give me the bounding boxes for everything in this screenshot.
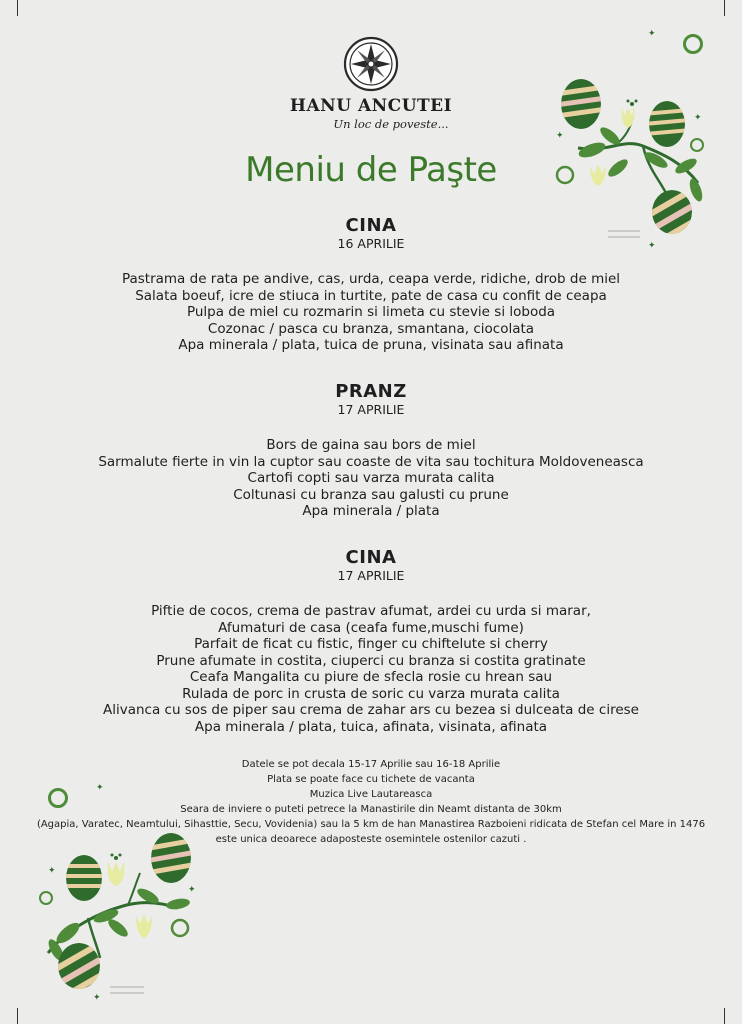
- note-line: este unica deoarece adaposteste osemintele ostenilor cazuti .: [215, 834, 527, 845]
- section-heading: CINA: [345, 547, 397, 568]
- brand-name: HANU ANCUTEI: [289, 96, 453, 116]
- svg-text:✦: ✦: [648, 241, 656, 251]
- svg-text:✦: ✦: [694, 113, 702, 123]
- svg-text:✦: ✦: [648, 29, 656, 39]
- svg-text:✦: ✦: [93, 993, 101, 1003]
- menu-item: Cozonac / pasca cu branza, smantana, ciocolata: [207, 320, 535, 337]
- easter-eggs-decoration-top-right: [548, 28, 728, 253]
- section-date: 16 APRILIE: [337, 236, 405, 251]
- svg-text:✦: ✦: [188, 885, 196, 895]
- menu-item: Sarmalute fierte in vin la cuptor sau coaste de vita sau tochitura Moldoveneasca: [98, 453, 644, 470]
- svg-text:✦: ✦: [96, 783, 104, 793]
- menu-item: Bors de gaina sau bors de miel: [266, 437, 476, 453]
- menu-item: Cartofi copti sau varza murata calita: [247, 470, 495, 486]
- menu-item: Pulpa de miel cu rozmarin si limeta cu stevie si loboda: [186, 304, 556, 320]
- menu-item: Apa minerala / plata, tuica, afinata, visinata, afinata: [194, 718, 548, 735]
- menu-item: Salata boeuf, icre de stiuca in turtite, pate de casa cu confit de ceapa: [135, 287, 607, 304]
- compass-emblem-icon: [343, 36, 399, 92]
- note-line: Muzica Live Lautareasca: [309, 789, 433, 800]
- note-line: Plata se poate face cu tichete de vacanta: [267, 774, 475, 785]
- section-heading: PRANZ: [335, 381, 407, 402]
- section-date: 17 APRILIE: [337, 568, 405, 583]
- note-line: Seara de inviere o puteti petrece la Manastirile din Neamt distanta de 30km: [180, 804, 562, 815]
- section-heading: CINA: [345, 215, 397, 236]
- menu-item: Pastrama de rata pe andive, cas, urda, ceapa verde, ridiche, drob de miel: [121, 271, 621, 287]
- crop-mark-top-right: [724, 0, 725, 16]
- section-date: 17 APRILIE: [337, 402, 405, 417]
- menu-item: Afumaturi de casa (ceafa fume,muschi fume): [218, 619, 524, 636]
- brand-tagline: Un loc de poveste...: [333, 117, 449, 131]
- menu-item: Apa minerala / plata, tuica de pruna, visinata sau afinata: [178, 337, 564, 353]
- menu-item: Apa minerala / plata: [302, 503, 440, 519]
- menu-item: Alivanca cu sos de piper sau crema de zahar ars cu bezea si dulceata de cirese: [103, 702, 639, 718]
- menu-item-list: [0, 437, 742, 520]
- menu-item: Piftie de cocos, crema de pastrav afumat, ardei cu urda si marar,: [151, 603, 591, 619]
- svg-text:✦: ✦: [48, 866, 56, 876]
- page-title: Meniu de Paşte: [245, 150, 497, 190]
- menu-item: Parfait de ficat cu fistic, finger cu chiftelute si cherry: [194, 636, 548, 652]
- easter-eggs-decoration-bottom-left: [28, 778, 218, 1008]
- menu-item: Coltunasi cu branza sau galusti cu prune: [233, 486, 509, 503]
- menu-item-list: [0, 603, 742, 735]
- menu-item-list: [0, 271, 742, 354]
- note-line: Datele se pot decala 15-17 Aprilie sau 16-18 Aprilie: [241, 759, 501, 770]
- crop-mark-bottom-right: [724, 1008, 725, 1024]
- crop-mark-bottom-left: [17, 1008, 18, 1024]
- crop-mark-top-left: [17, 0, 18, 16]
- menu-section-cina-17: [0, 548, 742, 735]
- note-line: (Agapia, Varatec, Neamtului, Sihasttie, Secu, Vovidenia) sau la 5 km de han Manastirea Razboieni ridicata de Stefan cel Mare in 1476: [36, 819, 706, 830]
- menu-item: Rulada de porc in crusta de soric cu varza murata calita: [182, 685, 560, 702]
- menu-item: Prune afumate in costita, ciuperci cu branza si costita gratinate: [156, 652, 586, 669]
- menu-section-pranz-17: [0, 382, 742, 520]
- menu-item: Ceafa Mangalita cu piure de sfecla rosie cu hrean sau: [189, 669, 553, 685]
- svg-text:✦: ✦: [556, 131, 564, 141]
